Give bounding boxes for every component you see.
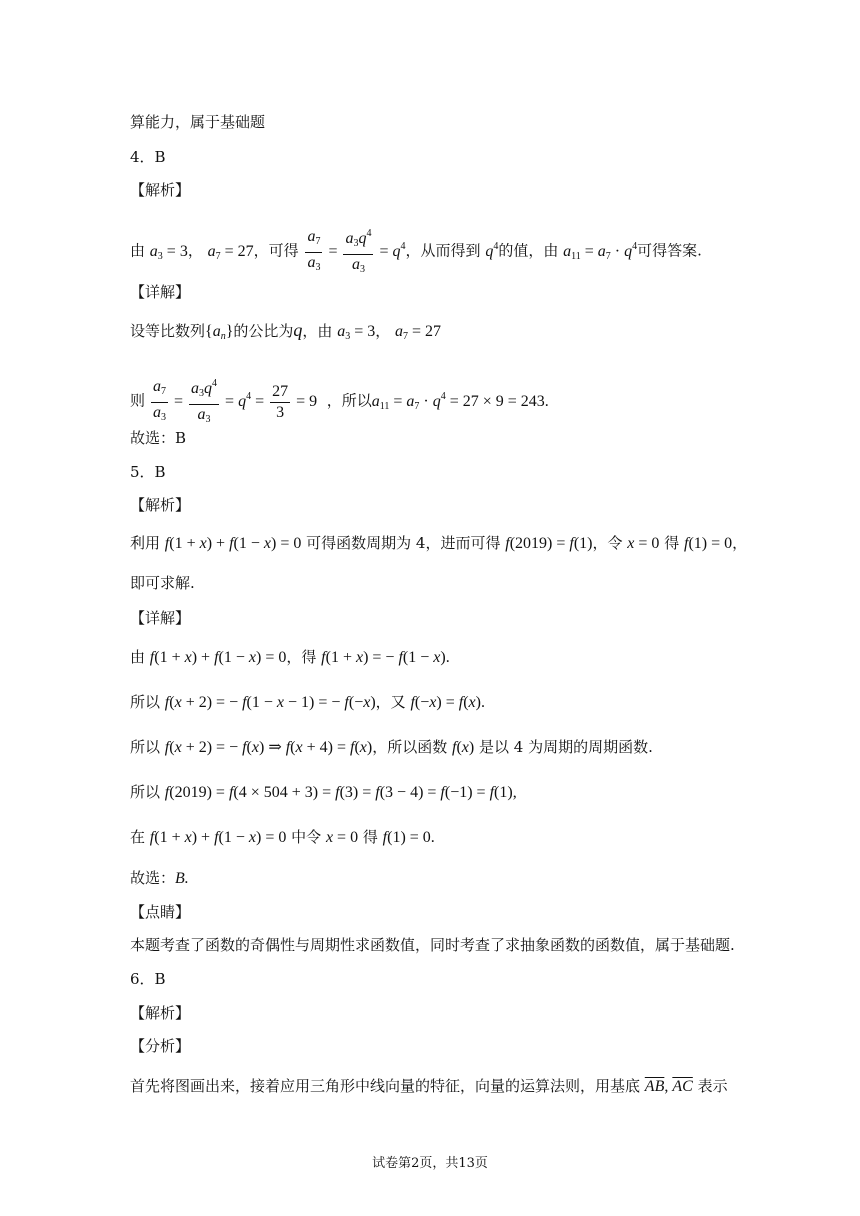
text-line: 算能力，属于基础题 — [130, 113, 266, 131]
section-header-detail: 【详解】 — [130, 609, 191, 627]
detail-5-line-2: 所以 f(x + 2) = − f(1 − x − 1) = − f(−x)，又 f(−x) = f(x). — [130, 693, 485, 711]
section-header-analysis: 【解析】 — [130, 181, 191, 199]
detail-5-line-5: 在 f(1 + x) + f(1 − x) = 0 中令 x = 0 得 f(1) = 0. — [130, 828, 435, 846]
solution-4-summary: 由 $a_3 = 3$， $a_7 = 27$，可得 $\frac{a_7}{a_3}$ = $\frac{a_3q^4}{a_3}$ = $q^4$，从而得到 $q^4$的值，由 $a_{11} = a_7 \cdot q^4$可得答案. — [130, 224, 702, 280]
section-header-comment: 【点睛】 — [130, 903, 191, 921]
section-header-detail: 【详解】 — [130, 283, 191, 301]
detail-5-line-1: 由 f(1 + x) + f(1 − x) = 0，得 f(1 + x) = − f(1 − x). — [130, 648, 450, 666]
answer-5: 故选：B. — [130, 869, 189, 887]
question-6-answer: 6．B — [130, 970, 166, 988]
section-header-analysis: 【解析】 — [130, 496, 191, 514]
comment-text: 本题考查了函数的奇偶性与周期性求函数值，同时考查了求抽象函数的函数值，属于基础题. — [130, 936, 735, 954]
detail-5-line-3: 所以 f(x + 2) = − f(x) ⇒ f(x + 4) = f(x)，所以函数 f(x) 是以 4 为周期的周期函数. — [130, 738, 653, 756]
detail-4-line-1: 设等比数列$\{a_n\}$的公比为q，由 $a_3 = 3$， $a_7 = 27$ — [130, 320, 442, 342]
solution-5-summary: 利用 f(1 + x) + f(1 − x) = 0 可得函数周期为 4，进而可得 f(2019) = f(1)，令 x = 0 得 f(1) = 0， — [130, 534, 748, 552]
analysis-6-text: 首先将图画出来，接着应用三角形中线向量的特征，向量的运算法则，用基底 $\overline{AB}$, $\overline{AC}$ 表示 — [130, 1077, 728, 1095]
section-header-analysis-2: 【分析】 — [130, 1037, 191, 1055]
question-4-answer: 4．B — [130, 148, 166, 166]
answer-4: 故选：B — [130, 429, 187, 447]
detail-4-line-2: 则 $\frac{a_7}{a_3}$ = $\frac{a_3q^4}{a_3}$ = $q^4$ = $\frac{27}{3}$ = 9 ，所以$a_{11} = a_7 \cdot q^4 = 27 \times 9 = 243$. — [130, 374, 549, 430]
page-footer: 试卷第2页，共13页 — [372, 1156, 488, 1171]
solution-5-summary-cont: 即可求解. — [130, 574, 195, 592]
section-header-analysis: 【解析】 — [130, 1004, 191, 1022]
question-5-answer: 5．B — [130, 463, 166, 481]
detail-5-line-4: 所以 f(2019) = f(4 × 504 + 3) = f(3) = f(3 − 4) = f(−1) = f(1), — [130, 783, 517, 801]
